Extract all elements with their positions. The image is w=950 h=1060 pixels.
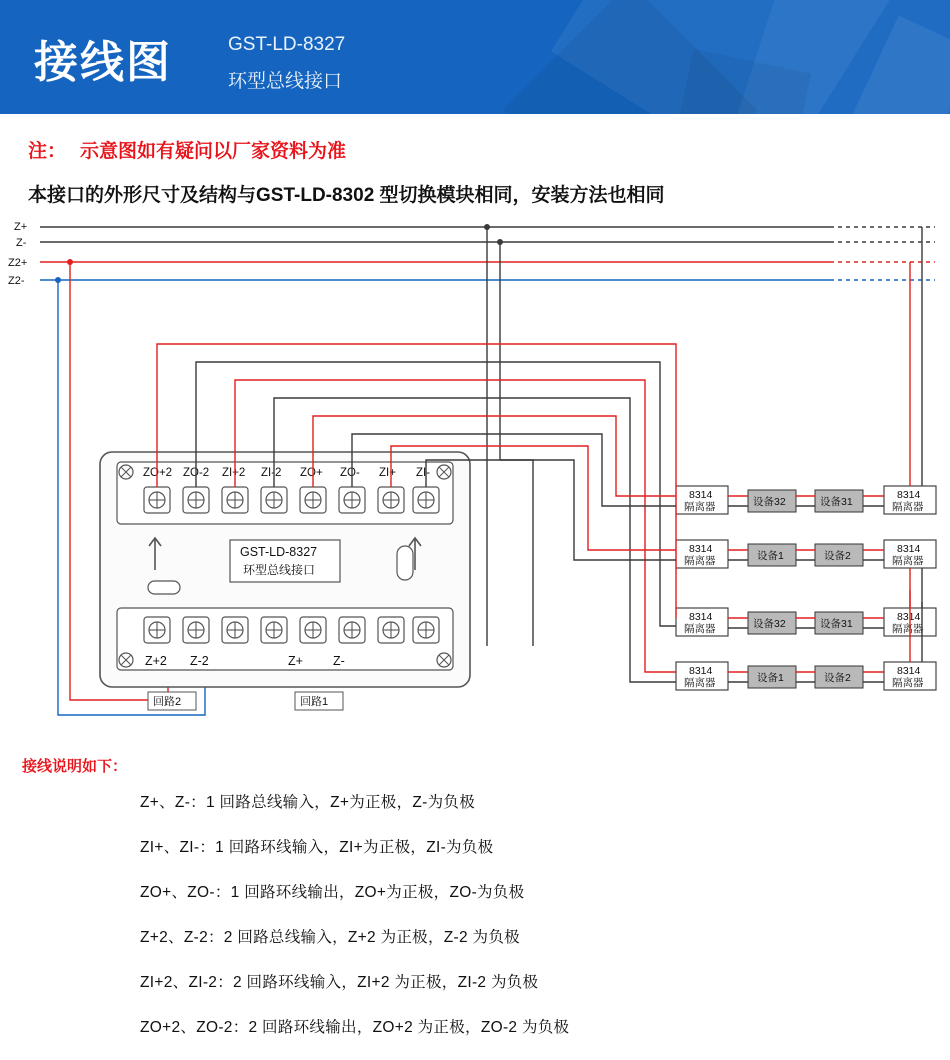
explanation-row: ZO+2、ZO-2：2 回路环线输出，ZO+2 为正极，ZO-2 为负极 [140,1019,570,1036]
bus-label-zplus: Z+ [14,221,28,233]
header-model: GST-LD-8327 [228,34,346,55]
warning-note-label: 注： [28,141,67,162]
terminal-label-zi+: ZI+ [379,467,396,479]
terminal-label-zo-2: ZO-2 [183,467,210,479]
bus-label-z2minus: Z2- [8,275,25,287]
loop-tag-2: 回路2 [153,696,182,708]
terminal-label-zo-: ZO- [340,467,360,479]
warning-note [28,136,346,163]
device-label: 设备32 [753,618,786,630]
device-label: 设备2 [824,550,851,562]
explanation-row: Z+、Z-：1 回路总线输入，Z+为正极，Z-为负极 [140,794,476,811]
explanation-title: 接线说明如下： [22,758,128,775]
isolator-model: 8314 [689,665,713,677]
bus-label-zminus: Z- [16,237,27,249]
isolator-model: 8314 [689,489,713,501]
isolator-model: 8314 [689,611,713,623]
terminal-label-z+2: Z+2 [145,654,167,668]
device-label: 设备1 [757,550,784,562]
terminal-label-zi-: ZI- [416,467,431,479]
terminal-label-zi-2: ZI-2 [261,467,282,479]
isolator-name: 隔离器 [892,677,924,689]
isolator-model: 8314 [897,489,921,501]
terminal-label-zi+2: ZI+2 [222,467,246,479]
device-label: 设备31 [820,618,853,630]
explanation-row: ZI+2、ZI-2：2 回路环线输入，ZI+2 为正极，ZI-2 为负极 [140,974,539,991]
explanation-row: ZI+、ZI-：1 回路环线输入，ZI+为正极，ZI-为负极 [140,839,494,856]
explanation-row: Z+2、Z-2：2 回路总线输入，Z+2 为正极，Z-2 为负极 [140,929,520,946]
device-label: 设备2 [824,672,851,684]
isolator-name: 隔离器 [892,623,924,635]
device-chain-row [676,540,936,602]
device-chain-row [676,590,936,690]
isolator-name: 隔离器 [892,501,924,513]
isolator-name: 隔离器 [684,501,716,513]
terminal-label-z-2: Z-2 [190,654,209,668]
page-title: 接线图 [34,37,172,88]
device-label: 设备32 [753,496,786,508]
device-chain-row [676,590,936,636]
module-model: GST-LD-8327 [240,545,318,559]
bus-label-z2plus: Z2+ [8,257,28,269]
warning-note-text: 示意图如有疑问以厂家资料为准 [80,141,347,162]
isolator-model: 8314 [897,611,921,623]
install-note: 本接口的外形尺寸及结构与GST-LD-8302 型切换模块相同，安装方法也相同 [28,185,665,206]
isolator-model: 8314 [897,665,921,677]
isolator-model: 8314 [897,543,921,555]
page-header [0,0,950,114]
device-label: 设备31 [820,496,853,508]
device-label: 设备1 [757,672,784,684]
loop-tag-1: 回路1 [300,696,329,708]
header-subtitle: 环型总线接口 [228,71,343,92]
wiring-diagram [0,210,950,750]
terminal-label-z-: Z- [333,654,345,668]
isolator-name: 隔离器 [684,623,716,635]
terminal-label-zo+: ZO+ [300,467,323,479]
isolator-name: 隔离器 [892,555,924,567]
terminal-label-z+: Z+ [288,654,303,668]
isolator-name: 隔离器 [684,677,716,689]
isolator-name: 隔离器 [684,555,716,567]
device-chain-row [676,227,936,514]
isolator-model: 8314 [689,543,713,555]
explanation-list [140,790,920,1060]
module-desc: 环型总线接口 [243,563,316,577]
terminal-label-zo+2: ZO+2 [143,467,173,479]
explanation-row: ZO+、ZO-：1 回路环线输出，ZO+为正极，ZO-为负极 [140,884,525,901]
